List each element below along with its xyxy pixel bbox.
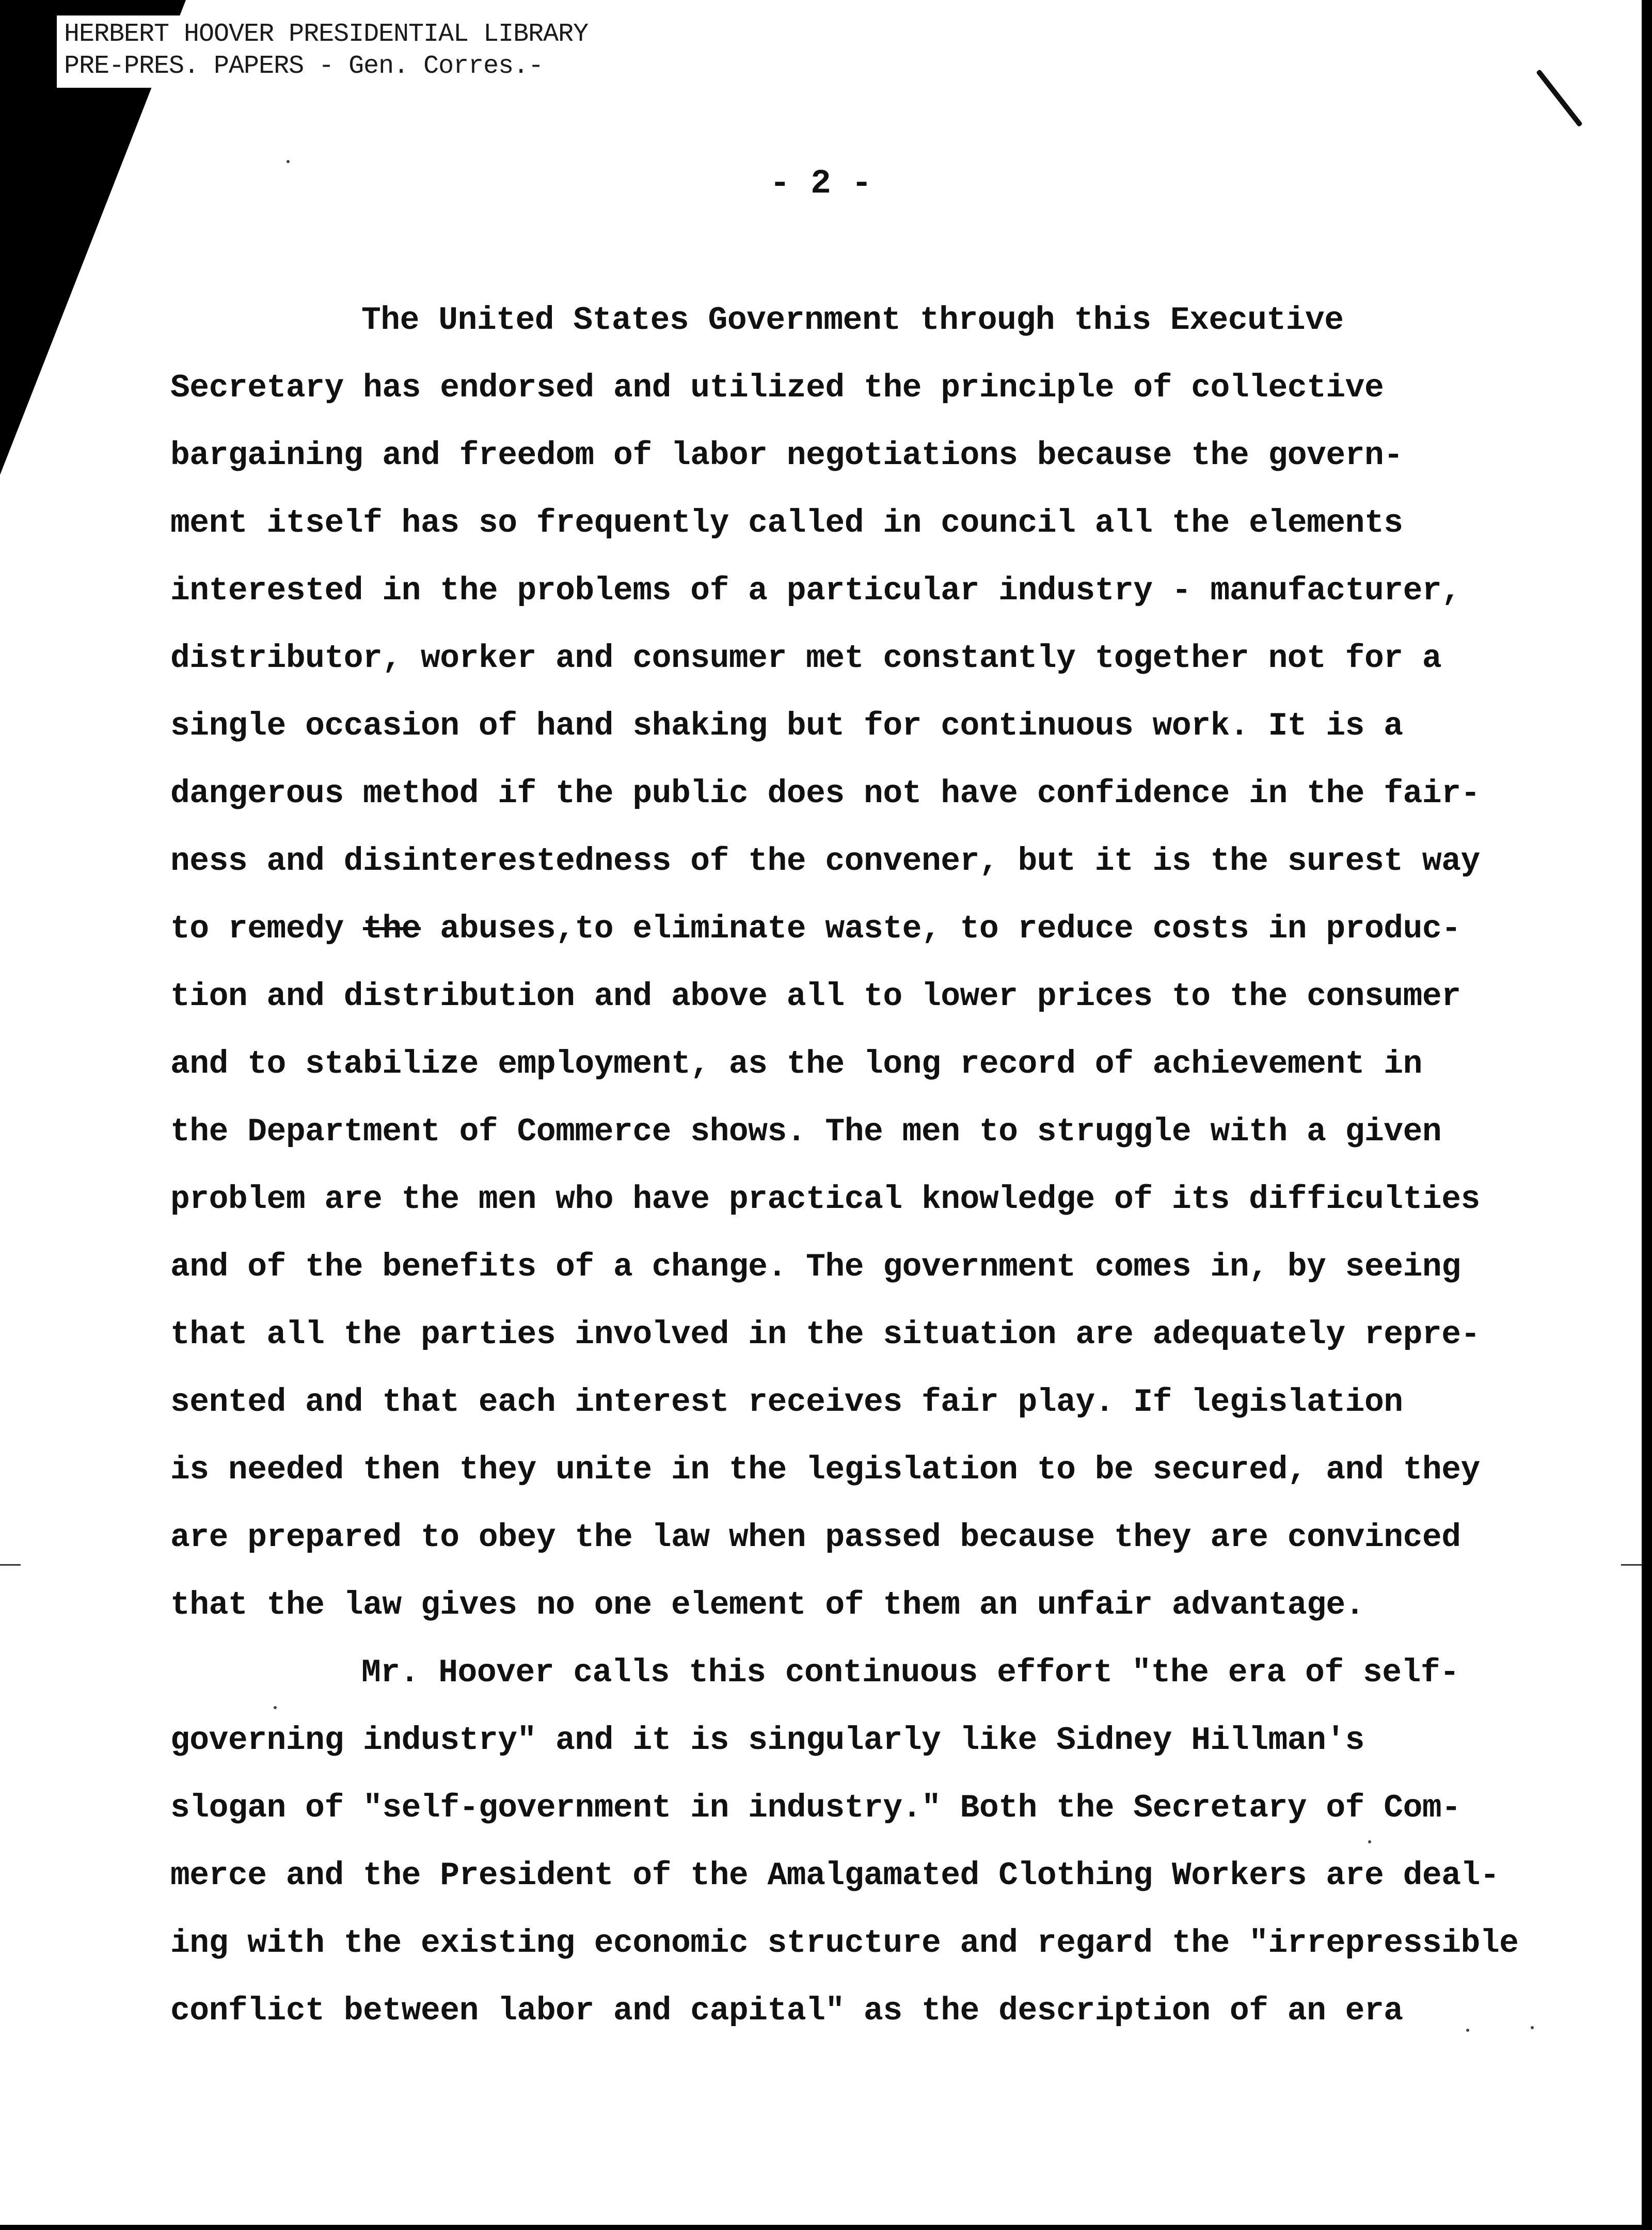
archive-stamp-line-2: PRE-PRES. PAPERS - Gen. Corres.-: [64, 52, 544, 81]
text-line: ing with the existing economic structure and regard the "irrepressible: [170, 1925, 1519, 1962]
text-line: governing industry" and it is singularly like Sidney Hillman's: [170, 1722, 1364, 1759]
text-line-with-strikeout: [170, 895, 1564, 963]
text-line: and of the benefits of a change. The government comes in, by seeing: [170, 1249, 1461, 1285]
left-edge-tick: [0, 1564, 21, 1566]
pen-slash-mark: [1536, 69, 1583, 128]
text-line: bargaining and freedom of labor negotiations because the govern-: [170, 437, 1403, 474]
text-line: interested in the problems of a particular industry - manufacturer,: [170, 572, 1461, 609]
text-line: sented and that each interest receives fair play. If legislation: [170, 1384, 1403, 1421]
text-line: dangerous method if the public does not have confidence in the fair-: [170, 775, 1480, 812]
text-line: problem are the men who have practical knowledge of its difficulties: [170, 1181, 1480, 1218]
line-start: to remedy: [170, 911, 363, 947]
page-number: - 2 -: [769, 164, 872, 203]
right-edge-tick: [1621, 1564, 1642, 1566]
text-line: slogan of "self-government in industry." Both the Secretary of Com-: [170, 1790, 1461, 1826]
text-line: conflict between labor and capital" as the description of an era: [170, 1993, 1403, 2029]
text-line: Secretary has endorsed and utilized the principle of collective: [170, 370, 1384, 406]
text-line: the Department of Commerce shows. The men to struggle with a given: [170, 1113, 1442, 1150]
archive-stamp-line-1: HERBERT HOOVER PRESIDENTIAL LIBRARY: [64, 20, 589, 49]
text-line: The United States Government through this Executive: [361, 302, 1344, 339]
text-line: distributor, worker and consumer met constantly together not for a: [170, 640, 1442, 677]
letter-body: [170, 286, 1564, 2045]
text-line: single occasion of hand shaking but for continuous work. It is a: [170, 708, 1403, 744]
struck-word: the: [363, 911, 421, 947]
text-line: ment itself has so frequently called in council all the elements: [170, 505, 1403, 541]
text-line: that all the parties involved in the situation are adequately repre-: [170, 1316, 1480, 1353]
text-line: merce and the President of the Amalgamated Clothing Workers are deal-: [170, 1857, 1500, 1894]
line-rest: abuses,to eliminate waste, to reduce costs in produc-: [420, 911, 1461, 947]
text-line: are prepared to obey the law when passed because they are convinced: [170, 1519, 1461, 1556]
text-line: Mr. Hoover calls this continuous effort "the era of self-: [361, 1654, 1459, 1691]
text-line: is needed then they unite in the legislation to be secured, and they: [170, 1452, 1480, 1488]
paragraph-1: [170, 286, 1564, 1639]
text-line: that the law gives no one element of them an unfair advantage.: [170, 1587, 1364, 1623]
text-line: tion and distribution and above all to lower prices to the consumer: [170, 978, 1461, 1015]
text-line: ness and disinterestedness of the convener, but it is the surest way: [170, 843, 1480, 880]
paper-speck: [287, 160, 290, 163]
archive-stamp: [57, 15, 665, 88]
paragraph-2: [170, 1639, 1564, 2045]
text-line: and to stabilize employment, as the long record of achievement in: [170, 1046, 1422, 1082]
